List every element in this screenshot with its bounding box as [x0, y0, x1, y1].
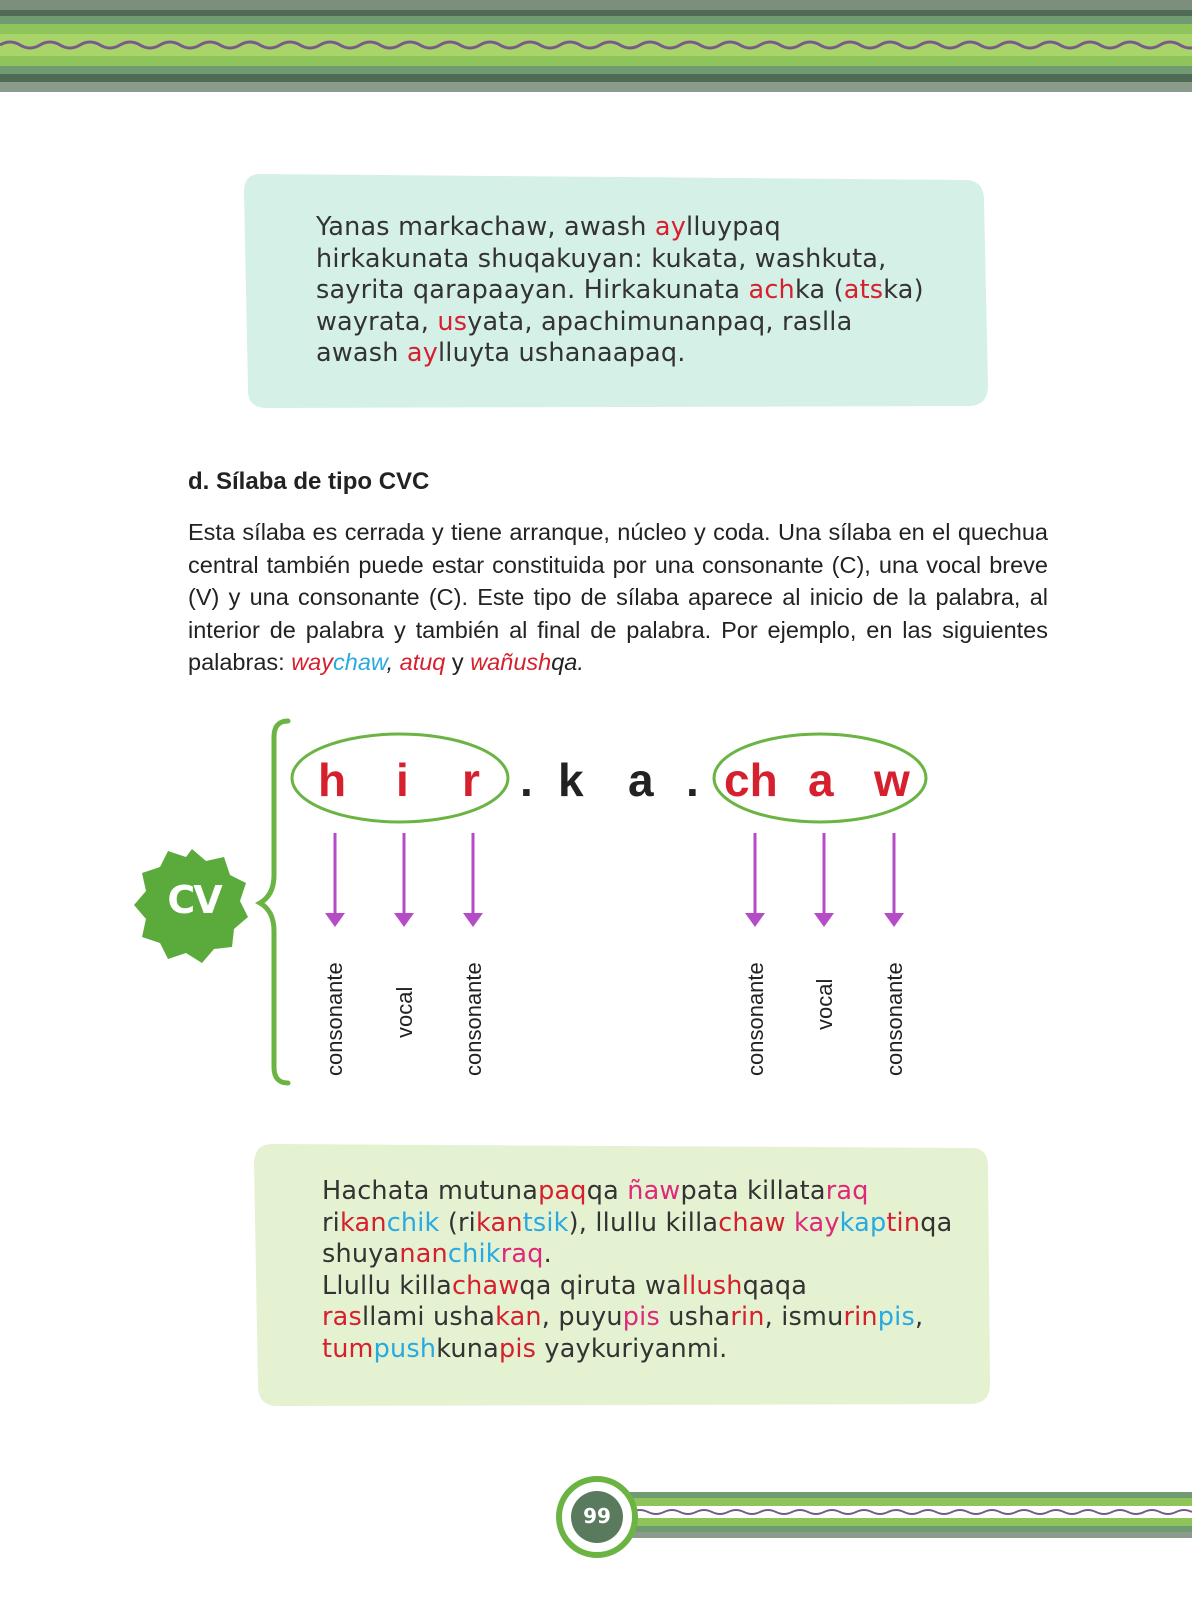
- box1-text-segment: Yanas markachaw, awash: [316, 212, 655, 242]
- box1-text-segment: ach: [748, 275, 795, 305]
- example-end: .: [577, 649, 584, 675]
- box2-text-segment: push: [373, 1333, 437, 1364]
- example-word-3a: wa: [470, 649, 501, 675]
- box2-text-segment: ñaw: [627, 1176, 681, 1206]
- box2-text-segment: , ismu: [764, 1302, 844, 1332]
- box1-text-segment: us: [437, 306, 468, 337]
- box2-text-segment: Llullu killa: [322, 1270, 452, 1301]
- example-word-3c: qa: [551, 649, 578, 675]
- box1-text-segment: ka (: [794, 275, 844, 305]
- box1-text-segment: awash: [316, 338, 407, 368]
- box2-text-segment: chik: [386, 1207, 440, 1238]
- box2-text-segment: qa: [920, 1207, 953, 1238]
- label-consonant-3: consonante: [743, 962, 768, 1076]
- info-box-2-text: [322, 1176, 962, 1365]
- box2-text-segment: kan: [495, 1302, 542, 1332]
- box2-text-segment: yaykuriyanmi.: [536, 1333, 728, 1364]
- cv-badge-label: CV: [167, 878, 221, 922]
- box1-text-segment: sayrita qarapaayan. Hirkakunata: [316, 275, 749, 305]
- example-separator-1: ,: [386, 649, 400, 675]
- box2-text-segment: ,: [914, 1302, 924, 1332]
- syllable-dot-2: .: [686, 754, 699, 806]
- box2-text-segment: ), llullu killa: [568, 1207, 719, 1238]
- box2-text-segment: nan: [399, 1239, 448, 1269]
- box2-text-segment: kay: [793, 1207, 840, 1238]
- box2-text-segment: paq: [538, 1176, 587, 1206]
- box2-text-segment: (ri: [439, 1207, 476, 1238]
- box2-text-segment: Hachata mutuna: [322, 1176, 539, 1206]
- box2-text-segment: qa qiruta wa: [519, 1270, 682, 1301]
- letter-ch: ch: [724, 754, 778, 806]
- box2-text-segment: kan: [339, 1207, 387, 1238]
- box2-text-segment: pis: [498, 1333, 537, 1364]
- letter-k: k: [558, 754, 584, 806]
- example-word-2: atuq: [399, 649, 446, 675]
- label-vowel-1: vocal: [392, 986, 417, 1038]
- label-consonant-4: consonante: [882, 962, 907, 1076]
- box2-text-segment: chaw: [718, 1207, 786, 1238]
- box2-text-segment: rin: [730, 1302, 765, 1332]
- paragraph-body: Esta sílaba es cerrada y tiene arranque, núcleo y coda. Una sílaba en el quechua central también puede estar constituida por una consonante (C), una vocal breve (V) y una consonante (C). Este tipo de sílaba aparece al inicio de la palabra, al interior de palabra y también al final de palabra. Por ejemplo, en las siguientes palabras:: [188, 519, 1048, 675]
- box1-text-segment: ka): [883, 275, 924, 305]
- box2-text-segment: pis: [877, 1302, 915, 1332]
- letter-a-2: a: [808, 754, 834, 806]
- box2-text-segment: pis: [622, 1302, 660, 1332]
- box1-text-segment: lluypaq: [686, 212, 781, 242]
- box1-text-segment: ats: [843, 275, 884, 305]
- example-word-1b: chaw: [333, 649, 387, 675]
- page-number: 99: [583, 1504, 611, 1528]
- box2-text-segment: chaw: [451, 1270, 520, 1301]
- example-word-1a: way: [291, 649, 333, 675]
- box2-text-segment: raq: [500, 1239, 544, 1269]
- box2-text-segment: ri: [322, 1207, 340, 1238]
- box1-text-segment: yata, apachimunanpaq, raslla: [467, 306, 853, 337]
- box2-text-segment: llush: [681, 1270, 743, 1301]
- box2-text-segment: , puyu: [541, 1302, 623, 1332]
- box2-text-segment: qaqa: [742, 1270, 808, 1301]
- section-paragraph: [188, 516, 1048, 679]
- top-decorative-band: [0, 0, 1192, 96]
- box2-text-segment: tin: [886, 1207, 921, 1238]
- box2-text-segment: llami usha: [362, 1302, 496, 1332]
- box2-text-segment: ras: [322, 1302, 362, 1332]
- curly-brace: [260, 721, 288, 1083]
- box1-text-segment: lluyta ushanaapaq.: [438, 338, 686, 368]
- box2-text-segment: chik: [447, 1239, 501, 1269]
- box2-text-segment: kap: [839, 1207, 887, 1238]
- syllable-dot-1: .: [520, 754, 533, 806]
- box2-text-segment: kuna: [436, 1333, 499, 1364]
- box2-text-segment: [786, 1208, 794, 1238]
- example-separator-2: y: [445, 649, 471, 675]
- letter-w: w: [874, 754, 910, 806]
- label-vowel-2: vocal: [812, 978, 837, 1030]
- section-heading: d. Sílaba de tipo CVC: [188, 468, 430, 495]
- box1-text-segment: wayrata,: [316, 306, 438, 337]
- box2-text-segment: pata killata: [680, 1176, 826, 1206]
- box2-text-segment: .: [543, 1239, 552, 1269]
- letter-r: r: [462, 754, 480, 806]
- box2-text-segment: usha: [659, 1302, 731, 1332]
- box2-text-segment: tum: [322, 1333, 374, 1364]
- label-consonant-2: consonante: [461, 962, 486, 1076]
- box2-text-segment: raq: [825, 1176, 869, 1206]
- box2-text-segment: rin: [843, 1302, 878, 1332]
- letter-i: i: [396, 754, 409, 806]
- letter-h: h: [318, 754, 347, 806]
- box2-text-segment: qa: [586, 1176, 628, 1206]
- letter-a: a: [628, 754, 654, 806]
- info-box-1-text: [316, 212, 956, 370]
- label-consonant-1: consonante: [322, 962, 347, 1076]
- example-word-3b: ñush: [500, 649, 552, 675]
- box2-text-segment: tsik: [522, 1207, 569, 1238]
- box2-text-segment: kan: [475, 1207, 523, 1238]
- box2-text-segment: shuya: [322, 1239, 400, 1269]
- box1-text-segment: ay: [654, 212, 687, 242]
- box1-text-segment: ay: [406, 338, 438, 368]
- box1-text-segment: hirkakunata shuqakuyan: kukata, washkuta,: [316, 243, 887, 274]
